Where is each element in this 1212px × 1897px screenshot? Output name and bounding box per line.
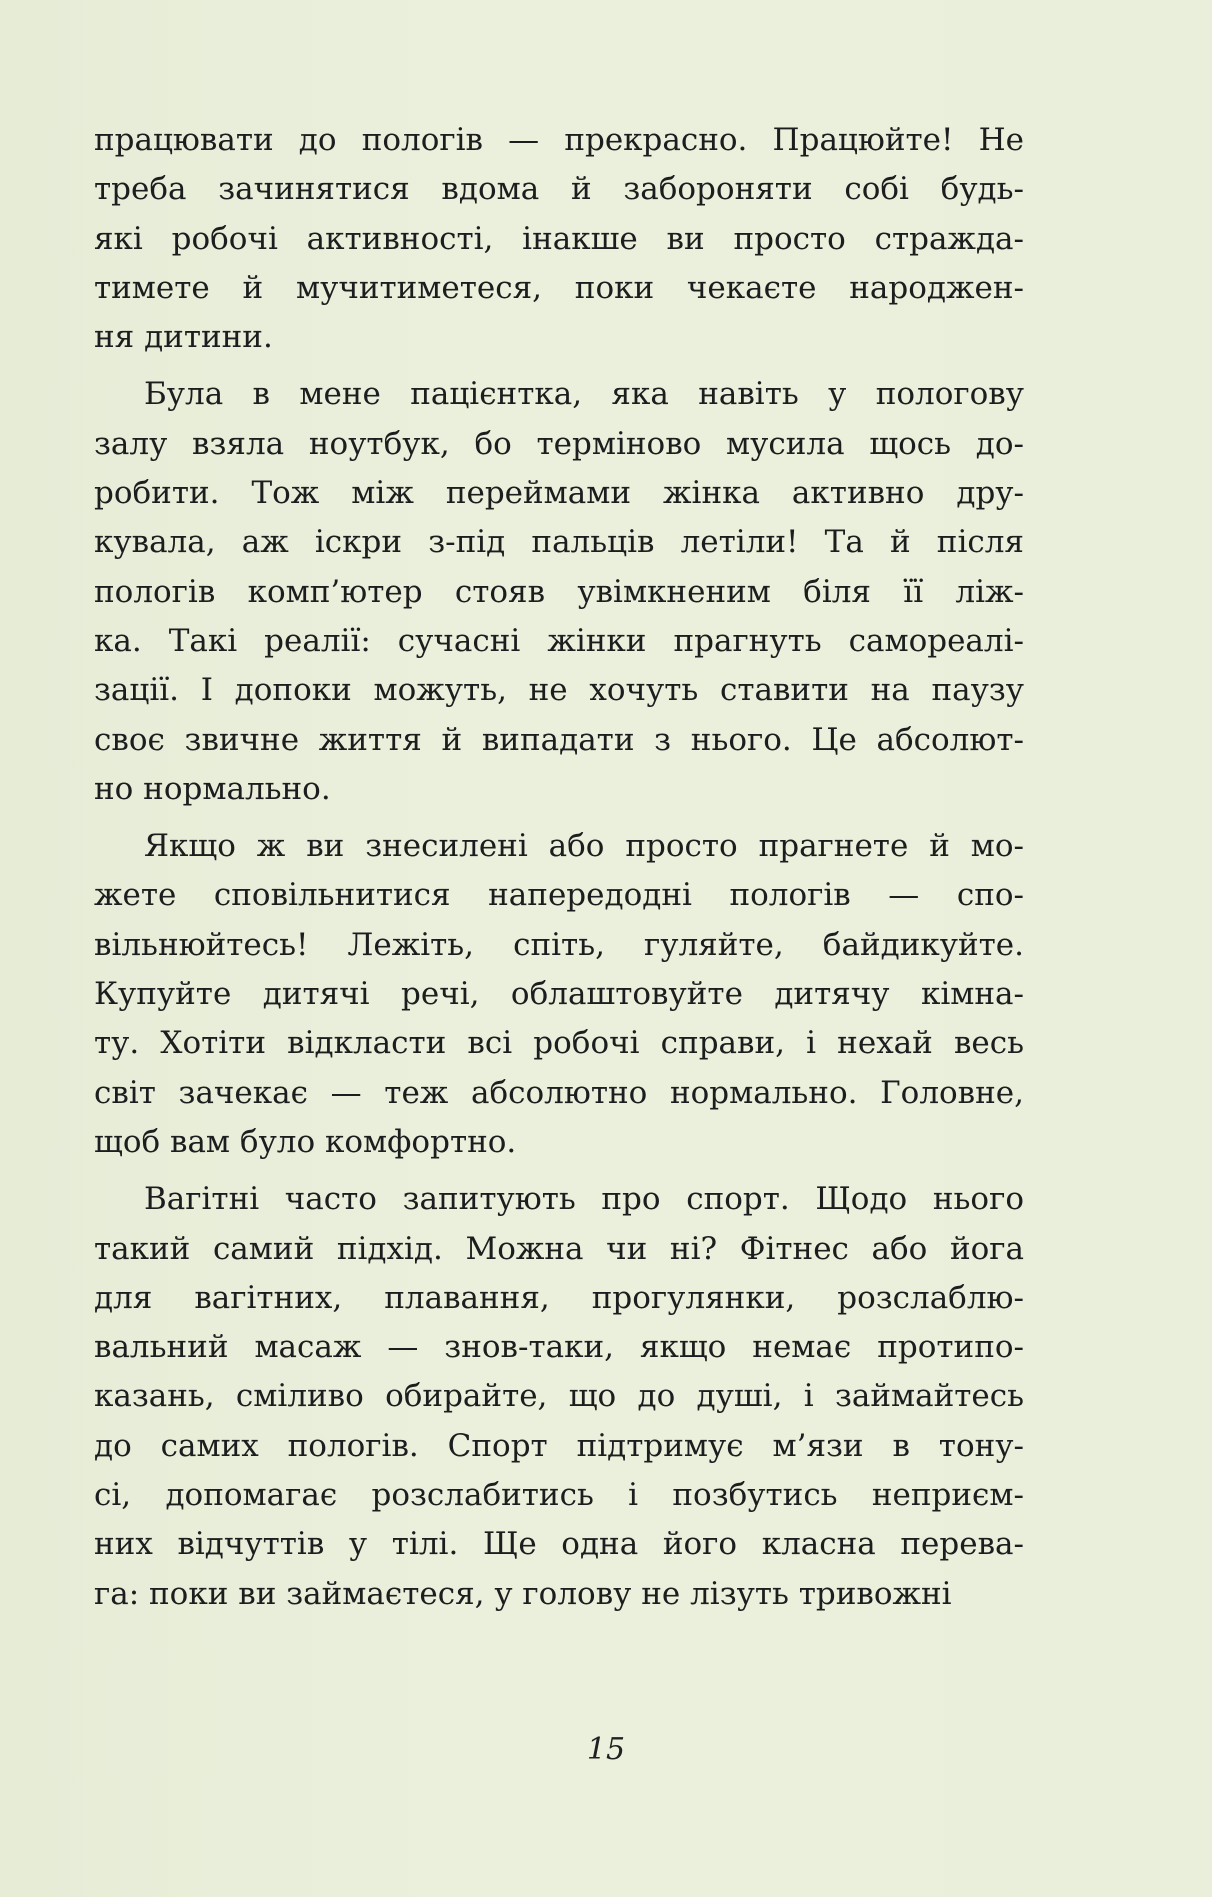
text-line: зації. І допоки можуть, не хочуть ставити на паузу bbox=[94, 672, 1024, 709]
body-text bbox=[94, 116, 1024, 1619]
paragraph-gap bbox=[94, 814, 1024, 822]
text-line: ка. Такі реалії: сучасні жінки прагнуть самореалі- bbox=[94, 622, 1024, 659]
text-line: робити. Тож між переймами жінка активно дру- bbox=[94, 475, 1024, 512]
text-line: Була в мене пацієнтка, яка навіть у пологову bbox=[144, 376, 1024, 413]
text-line: ня дитини. bbox=[94, 319, 273, 356]
paragraph-gap bbox=[94, 1167, 1024, 1175]
text-line: ту. Хотіти відкласти всі робочі справи, і нехай весь bbox=[94, 1025, 1024, 1062]
paragraph bbox=[94, 822, 1024, 1167]
text-line: Вагітні часто запитують про спорт. Щодо нього bbox=[144, 1181, 1024, 1218]
text-line: жете сповільнитися напередодні пологів — спо- bbox=[94, 877, 1024, 914]
text-line: них відчуттів у тілі. Ще одна його класна перева- bbox=[94, 1526, 1024, 1563]
text-line: щоб вам було комфортно. bbox=[94, 1123, 517, 1160]
text-line: Якщо ж ви знесилені або просто прагнете й мо- bbox=[144, 828, 1024, 865]
paragraph bbox=[94, 116, 1024, 362]
text-line: вальний масаж — знов-таки, якщо немає протипо- bbox=[94, 1329, 1024, 1366]
text-line: кувала, аж іскри з-під пальців летіли! Та й після bbox=[94, 524, 1024, 561]
text-line: вільнюйтесь! Лежіть, спіть, гуляйте, байдикуйте. bbox=[94, 926, 1024, 963]
text-line: казань, сміливо обирайте, що до душі, і займайтесь bbox=[94, 1378, 1024, 1415]
text-line: працювати до пологів — прекрасно. Працюйте! Не bbox=[94, 122, 1024, 158]
text-line: для вагітних, плавання, прогулянки, розслаблю- bbox=[94, 1279, 1024, 1316]
paragraph bbox=[94, 370, 1024, 814]
text-line: світ зачекає — теж абсолютно нормально. Головне, bbox=[94, 1074, 1024, 1111]
text-line: га: поки ви займаєтеся, у голову не лізуть тривожні bbox=[94, 1575, 952, 1612]
page-number: 15 bbox=[586, 1732, 626, 1767]
text-line: Купуйте дитячі речі, облаштовуйте дитячу кімна- bbox=[94, 976, 1024, 1013]
text-line: такий самий підхід. Можна чи ні? Фітнес або йога bbox=[94, 1230, 1024, 1267]
paragraph-gap bbox=[94, 362, 1024, 370]
text-line: пологів комп’ютер стояв увімкненим біля її ліж- bbox=[94, 573, 1024, 610]
text-line: своє звичне життя й випадати з нього. Це абсолют- bbox=[94, 721, 1024, 758]
text-line: сі, допомагає розслабитись і позбутись неприєм- bbox=[94, 1477, 1024, 1514]
text-line: залу взяла ноутбук, бо терміново мусила щось до- bbox=[94, 425, 1024, 462]
paragraph bbox=[94, 1175, 1024, 1619]
text-line: тимете й мучитиметеся, поки чекаєте народжен- bbox=[94, 269, 1024, 306]
text-line: но нормально. bbox=[94, 770, 331, 807]
text-line: до самих пологів. Спорт підтримує м’язи в тону- bbox=[94, 1427, 1024, 1464]
text-line: які робочі активності, інакше ви просто стражда- bbox=[94, 220, 1024, 257]
text-line: треба зачинятися вдома й забороняти собі будь- bbox=[94, 171, 1024, 208]
